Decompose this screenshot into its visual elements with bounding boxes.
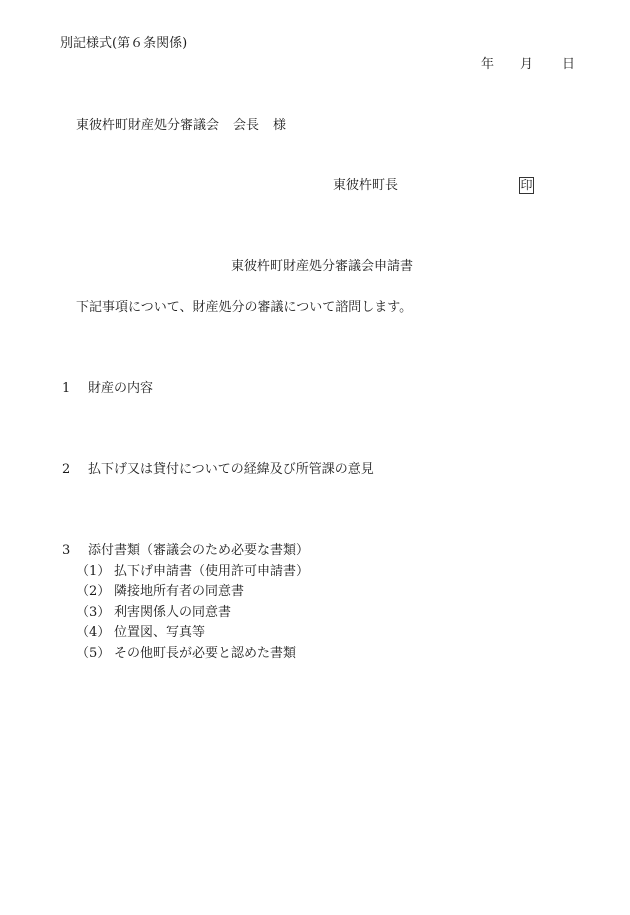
attachment-text: その他町長が必要と認めた書類 — [114, 646, 297, 661]
attachment-number: （5） — [76, 646, 111, 661]
addressee-org: 東彼杵町財産処分審議会 — [76, 118, 220, 133]
sender-name: 東彼杵町長 — [333, 178, 399, 193]
attachment-item — [76, 625, 205, 641]
date-year-label: 年 — [481, 57, 495, 72]
section-item — [62, 462, 374, 478]
attachment-text: 払下げ申請書（使用許可申請書） — [114, 564, 310, 579]
attachment-item — [76, 605, 231, 621]
section-item — [62, 381, 153, 397]
section-number: 2 — [62, 462, 71, 477]
attachment-item — [76, 646, 296, 662]
addressee — [76, 118, 286, 134]
section-text: 払下げ又は貸付についての経緯及び所管課の意見 — [88, 462, 374, 477]
section-number: 1 — [62, 381, 71, 396]
intro-text: 下記事項について、財産処分の審議について諮問します。 — [76, 300, 413, 315]
date-month-label: 月 — [520, 57, 534, 72]
document-title: 東彼杵町財産処分審議会申請書 — [231, 259, 414, 274]
attachment-number: （4） — [76, 625, 111, 640]
attachment-text: 位置図、写真等 — [114, 625, 206, 640]
attachment-number: （2） — [76, 584, 111, 599]
attachment-item — [76, 584, 244, 600]
attachment-number: （1） — [76, 564, 111, 579]
section-number: 3 — [62, 543, 71, 558]
form-label: 別記様式(第６条関係) — [60, 36, 188, 51]
attachment-number: （3） — [76, 605, 111, 620]
addressee-honorific: 様 — [273, 118, 287, 133]
section-text: 財産の内容 — [88, 381, 154, 396]
attachment-text: 利害関係人の同意書 — [114, 605, 232, 620]
attachment-text: 隣接地所有者の同意書 — [114, 584, 245, 599]
section-item — [62, 543, 309, 559]
date-day-label: 日 — [562, 57, 576, 72]
seal-mark: 印 — [520, 178, 533, 192]
attachment-item — [76, 564, 309, 580]
addressee-title: 会長 — [233, 118, 260, 133]
section-text: 添付書類（審議会のため必要な書類） — [88, 543, 310, 558]
